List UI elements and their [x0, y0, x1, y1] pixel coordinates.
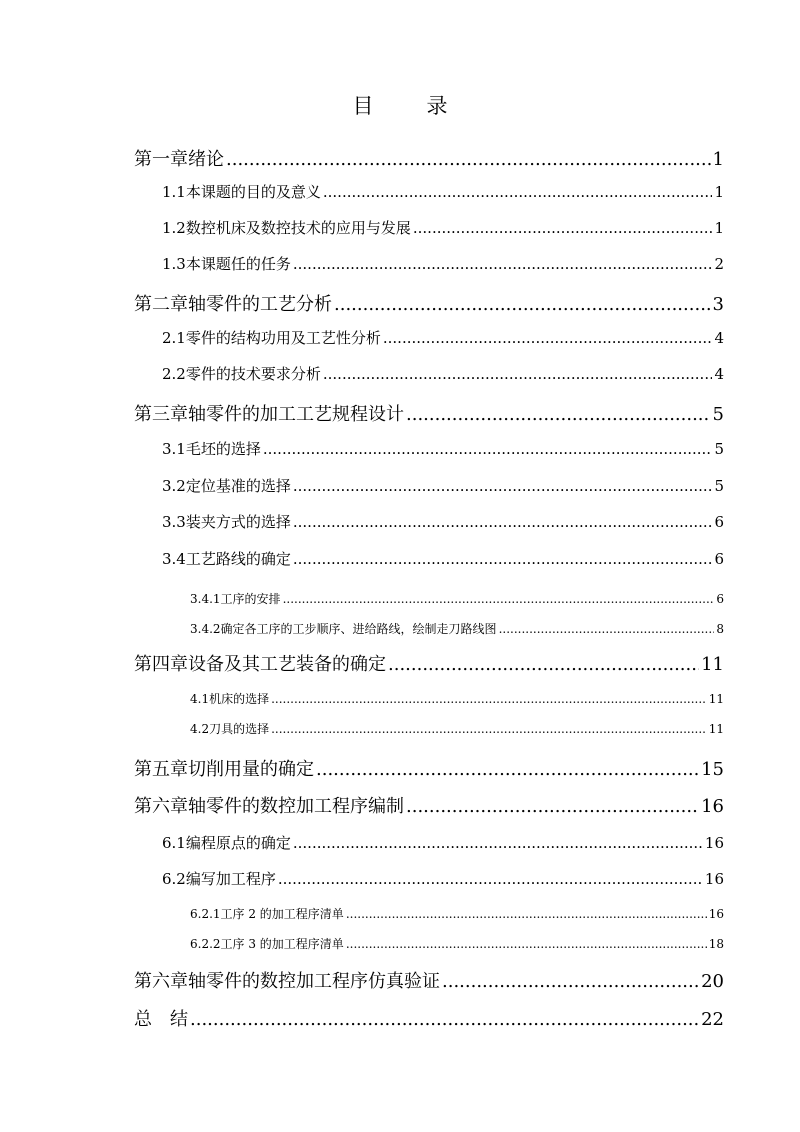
toc-entry-number: 1.3 [162, 255, 186, 273]
toc-entry-page: 11 [701, 654, 724, 675]
toc-entry-page: 8 [716, 622, 724, 636]
toc-entry-page: 5 [714, 477, 724, 495]
toc-entry-title: 轴零件的数控加工程序编制 [188, 796, 404, 817]
toc-entry-number: 3.1 [162, 440, 186, 458]
toc-entry-number: 6.2 [162, 870, 186, 888]
toc-entry-number: 3.2 [162, 477, 186, 495]
toc-entry-page: 6 [714, 550, 724, 568]
toc-entry-number: 4.2 [190, 722, 210, 736]
toc-entry-page: 16 [704, 834, 724, 852]
dot-leader [346, 907, 707, 921]
toc-entry-number: 6.2.1 [190, 907, 221, 921]
dot-leader [406, 404, 711, 425]
toc-entry-number: 3.4 [162, 550, 186, 568]
toc-entry-number: 6.1 [162, 834, 186, 852]
toc-entry-title: 切削用量的确定 [188, 759, 314, 780]
toc-entry-page: 11 [708, 692, 724, 706]
dot-leader [293, 255, 713, 273]
toc-entry-number: 6.2.2 [190, 937, 221, 951]
toc-entry-title: 毛坯的选择 [185, 440, 261, 458]
toc-entry-number: 1.1 [162, 183, 186, 201]
toc-entry-number: 3.4.1 [190, 592, 221, 606]
toc-entry-number: 1.2 [162, 219, 186, 237]
toc-entry-page: 15 [701, 759, 724, 780]
toc-entry-title: 绪论 [188, 149, 224, 170]
toc-entry-title: 工序的安排 [220, 592, 281, 606]
toc-entry[interactable] [134, 792, 724, 818]
toc-entry[interactable] [162, 475, 724, 496]
toc-entry[interactable] [134, 400, 724, 426]
toc-entry-number: 2.2 [162, 365, 186, 383]
toc-entry-number: 第六章 [134, 796, 188, 817]
toc-title: 目 录 [352, 94, 464, 118]
toc-entry[interactable] [162, 253, 724, 274]
toc-entry-page: 18 [708, 937, 724, 951]
toc-entry-page: 16 [701, 796, 724, 817]
dot-leader [323, 183, 713, 201]
dot-leader [406, 796, 699, 817]
toc-entry-number: 第三章 [134, 404, 188, 425]
toc-entry[interactable] [162, 438, 724, 459]
toc-entry[interactable] [190, 690, 724, 707]
toc-entry[interactable] [162, 327, 724, 348]
toc-entry-page: 6 [714, 513, 724, 531]
toc-entry-page: 2 [714, 255, 724, 273]
toc-entry-title: 编写加工程序 [185, 870, 276, 888]
dot-leader [346, 937, 707, 951]
dot-leader [226, 149, 711, 170]
toc-entry-number: 第六章 [134, 971, 188, 992]
dot-leader [388, 654, 699, 675]
toc-entry-title: 轴零件的工艺分析 [188, 294, 332, 315]
toc-entry-title: 编程原点的确定 [185, 834, 291, 852]
toc-entry-page: 6 [716, 592, 724, 606]
toc-entry[interactable] [190, 620, 724, 637]
toc-entry[interactable] [190, 935, 724, 952]
toc-entry-number: 第一章 [134, 149, 188, 170]
toc-entry-title: 工序 2 的加工程序清单 [220, 907, 344, 921]
toc-entry-title: 轴零件的数控加工程序仿真验证 [188, 971, 440, 992]
toc-entry-title: 本课题任的任务 [185, 255, 291, 273]
toc-entry-page: 20 [701, 971, 724, 992]
toc-entry-page: 5 [714, 440, 724, 458]
toc-entry-title: 机床的选择 [209, 692, 270, 706]
toc-entry[interactable] [162, 511, 724, 532]
toc-entry-number: 第二章 [134, 294, 188, 315]
toc-entry-page: 22 [701, 1009, 724, 1030]
dot-leader [271, 692, 707, 706]
toc-entry-title: 定位基准的选择 [185, 477, 291, 495]
toc-entry-title: 数控机床及数控技术的应用与发展 [185, 219, 411, 237]
toc-entry-title: 工艺路线的确定 [185, 550, 291, 568]
toc-entry-page: 4 [714, 329, 724, 347]
dot-leader [413, 219, 713, 237]
dot-leader [442, 971, 699, 992]
toc-entry-number: 2.1 [162, 329, 186, 347]
toc-entry-title: 工序 3 的加工程序清单 [220, 937, 344, 951]
dot-leader [293, 834, 703, 852]
dot-leader [293, 477, 713, 495]
toc-entry-title: 刀具的选择 [209, 722, 270, 736]
toc-entry-number: 3.3 [162, 513, 186, 531]
toc-entry-title: 零件的技术要求分析 [185, 365, 321, 383]
toc-entry-page: 4 [714, 365, 724, 383]
toc-entry[interactable] [134, 967, 724, 993]
dot-leader [190, 1009, 699, 1030]
dot-leader [293, 550, 713, 568]
toc-entry-title: 设备及其工艺装备的确定 [188, 654, 386, 675]
toc-entry[interactable] [162, 868, 724, 889]
toc-entry[interactable] [190, 720, 724, 737]
toc-entry[interactable] [134, 1005, 724, 1031]
dot-leader [316, 759, 699, 780]
toc-entry-title: 零件的结构功用及工艺性分析 [185, 329, 381, 347]
toc-entry-number: 3.4.2 [190, 622, 221, 636]
dot-leader [323, 365, 713, 383]
toc-entry-page: 1 [712, 149, 724, 170]
dot-leader [263, 440, 713, 458]
toc-entry[interactable] [162, 217, 724, 238]
dot-leader [383, 329, 713, 347]
toc-entry[interactable] [134, 290, 724, 316]
toc-entry-page: 1 [714, 183, 724, 201]
toc-entry[interactable] [162, 832, 724, 853]
toc-entry-title: 轴零件的加工工艺规程设计 [188, 404, 404, 425]
toc-entry-number: 第五章 [134, 759, 188, 780]
toc-entry-title: 本课题的目的及意义 [185, 183, 321, 201]
toc-entry[interactable] [190, 590, 724, 607]
toc-entry-page: 11 [708, 722, 724, 736]
toc-entry-title: 装夹方式的选择 [185, 513, 291, 531]
toc-entry-page: 3 [712, 294, 724, 315]
toc-entry[interactable] [162, 548, 724, 569]
toc-entry-number: 4.1 [190, 692, 210, 706]
toc-entry[interactable] [134, 650, 724, 676]
toc-entry-page: 5 [712, 404, 724, 425]
toc-entry-page: 16 [708, 907, 724, 921]
dot-leader [334, 294, 711, 315]
toc-entry[interactable] [190, 905, 724, 922]
dot-leader [499, 622, 715, 636]
dot-leader [293, 513, 713, 531]
toc-entry[interactable] [162, 363, 724, 384]
toc-entry[interactable] [162, 181, 724, 202]
toc-entry[interactable] [134, 145, 724, 171]
dot-leader [283, 592, 715, 606]
toc-entry-number: 第四章 [134, 654, 188, 675]
dot-leader [278, 870, 703, 888]
dot-leader [271, 722, 707, 736]
toc-entry[interactable] [134, 755, 724, 781]
toc-entry-page: 16 [704, 870, 724, 888]
toc-entry-page: 1 [714, 219, 724, 237]
toc-entry-number: 总 结 [134, 1009, 188, 1030]
toc-entry-title: 确定各工序的工步顺序、进给路线，绘制走刀路线图 [220, 622, 497, 636]
